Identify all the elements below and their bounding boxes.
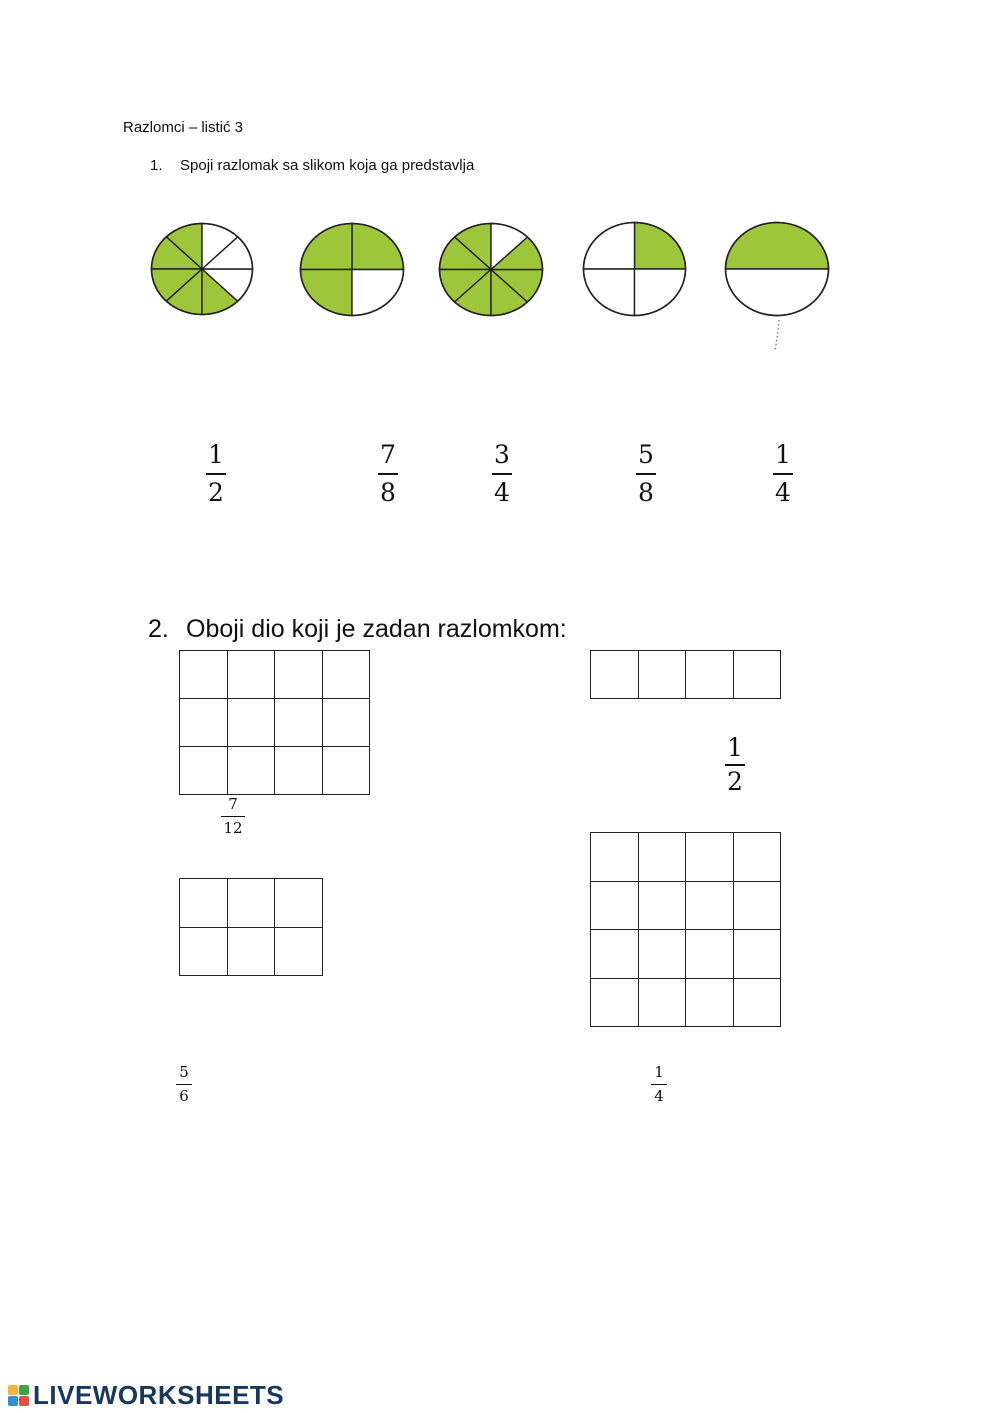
pie-five-eighths[interactable] (150, 222, 254, 316)
pie-three-quarters[interactable] (299, 222, 405, 317)
fraction-1-4[interactable]: 1 4 (773, 440, 793, 508)
grid-cell[interactable] (180, 747, 228, 795)
grid-cell[interactable] (639, 979, 687, 1028)
grid-cell[interactable] (228, 928, 276, 977)
grid-3x4 (179, 650, 370, 795)
dotted-connector-line (770, 318, 784, 352)
pie-slice-empty (726, 269, 829, 316)
fraction-7-12: 7 12 (221, 796, 245, 837)
grid-cell[interactable] (228, 879, 276, 928)
grid-2x3 (179, 878, 323, 976)
fraction-5-8[interactable]: 5 8 (636, 440, 656, 508)
grid-cell[interactable] (639, 930, 687, 979)
grid-cell[interactable] (275, 928, 323, 977)
pie-one-quarter[interactable] (582, 221, 687, 317)
pie-slice-shaded (726, 223, 829, 270)
task-1-text: Spoji razlomak sa slikom koja ga predstavlja (180, 157, 475, 174)
fraction-5-6: 5 6 (176, 1064, 192, 1105)
task-1-number: 1. (150, 157, 163, 174)
grid-cell[interactable] (228, 699, 276, 747)
liveworksheets-logo[interactable] (8, 1380, 284, 1411)
grid-cell[interactable] (734, 833, 782, 882)
grid-cell[interactable] (639, 882, 687, 931)
worksheet-title: Razlomci – listić 3 (123, 119, 244, 136)
grid-cell[interactable] (734, 882, 782, 931)
grid-cell[interactable] (180, 879, 228, 928)
grid-cell[interactable] (591, 882, 639, 931)
grid-cell[interactable] (275, 699, 323, 747)
task-2-instruction (148, 615, 567, 644)
grid-cell[interactable] (639, 651, 687, 699)
grid-cell[interactable] (591, 979, 639, 1028)
grid-cell[interactable] (180, 928, 228, 977)
grid-cell[interactable] (639, 833, 687, 882)
grid-4x4 (590, 832, 781, 1027)
grid-cell[interactable] (180, 699, 228, 747)
logo-text: LIVEWORKSHEETS (33, 1380, 285, 1410)
grid-cell[interactable] (323, 699, 371, 747)
grid-cell[interactable] (275, 879, 323, 928)
grid-cell[interactable] (591, 651, 639, 699)
fraction-1-2-grid: 1 2 (725, 734, 745, 796)
grid-cell[interactable] (734, 651, 782, 699)
grid-1x4 (590, 650, 781, 699)
grid-cell[interactable] (686, 979, 734, 1028)
pie-one-half[interactable] (724, 221, 830, 317)
grid-cell[interactable] (686, 930, 734, 979)
grid-cell[interactable] (275, 651, 323, 699)
task-2-text: Oboji dio koji je zadan razlomkom: (186, 615, 567, 643)
grid-cell[interactable] (686, 833, 734, 882)
grid-cell[interactable] (734, 930, 782, 979)
fraction-3-4[interactable]: 3 4 (492, 440, 512, 508)
grid-cell[interactable] (180, 651, 228, 699)
grid-cell[interactable] (275, 747, 323, 795)
task-1-instruction (150, 157, 474, 174)
grid-cell[interactable] (323, 747, 371, 795)
grid-cell[interactable] (734, 979, 782, 1028)
task-2-number: 2. (148, 615, 169, 643)
fraction-1-2[interactable]: 1 2 (206, 440, 226, 508)
liveworksheets-logo-icon (8, 1385, 29, 1406)
grid-cell[interactable] (228, 651, 276, 699)
grid-cell[interactable] (591, 833, 639, 882)
pie-seven-eighths[interactable] (438, 222, 544, 317)
grid-cell[interactable] (228, 747, 276, 795)
fraction-7-8[interactable]: 7 8 (378, 440, 398, 508)
grid-cell[interactable] (323, 651, 371, 699)
fraction-1-4-grid: 1 4 (651, 1064, 667, 1105)
grid-cell[interactable] (686, 651, 734, 699)
grid-cell[interactable] (686, 882, 734, 931)
grid-cell[interactable] (591, 930, 639, 979)
